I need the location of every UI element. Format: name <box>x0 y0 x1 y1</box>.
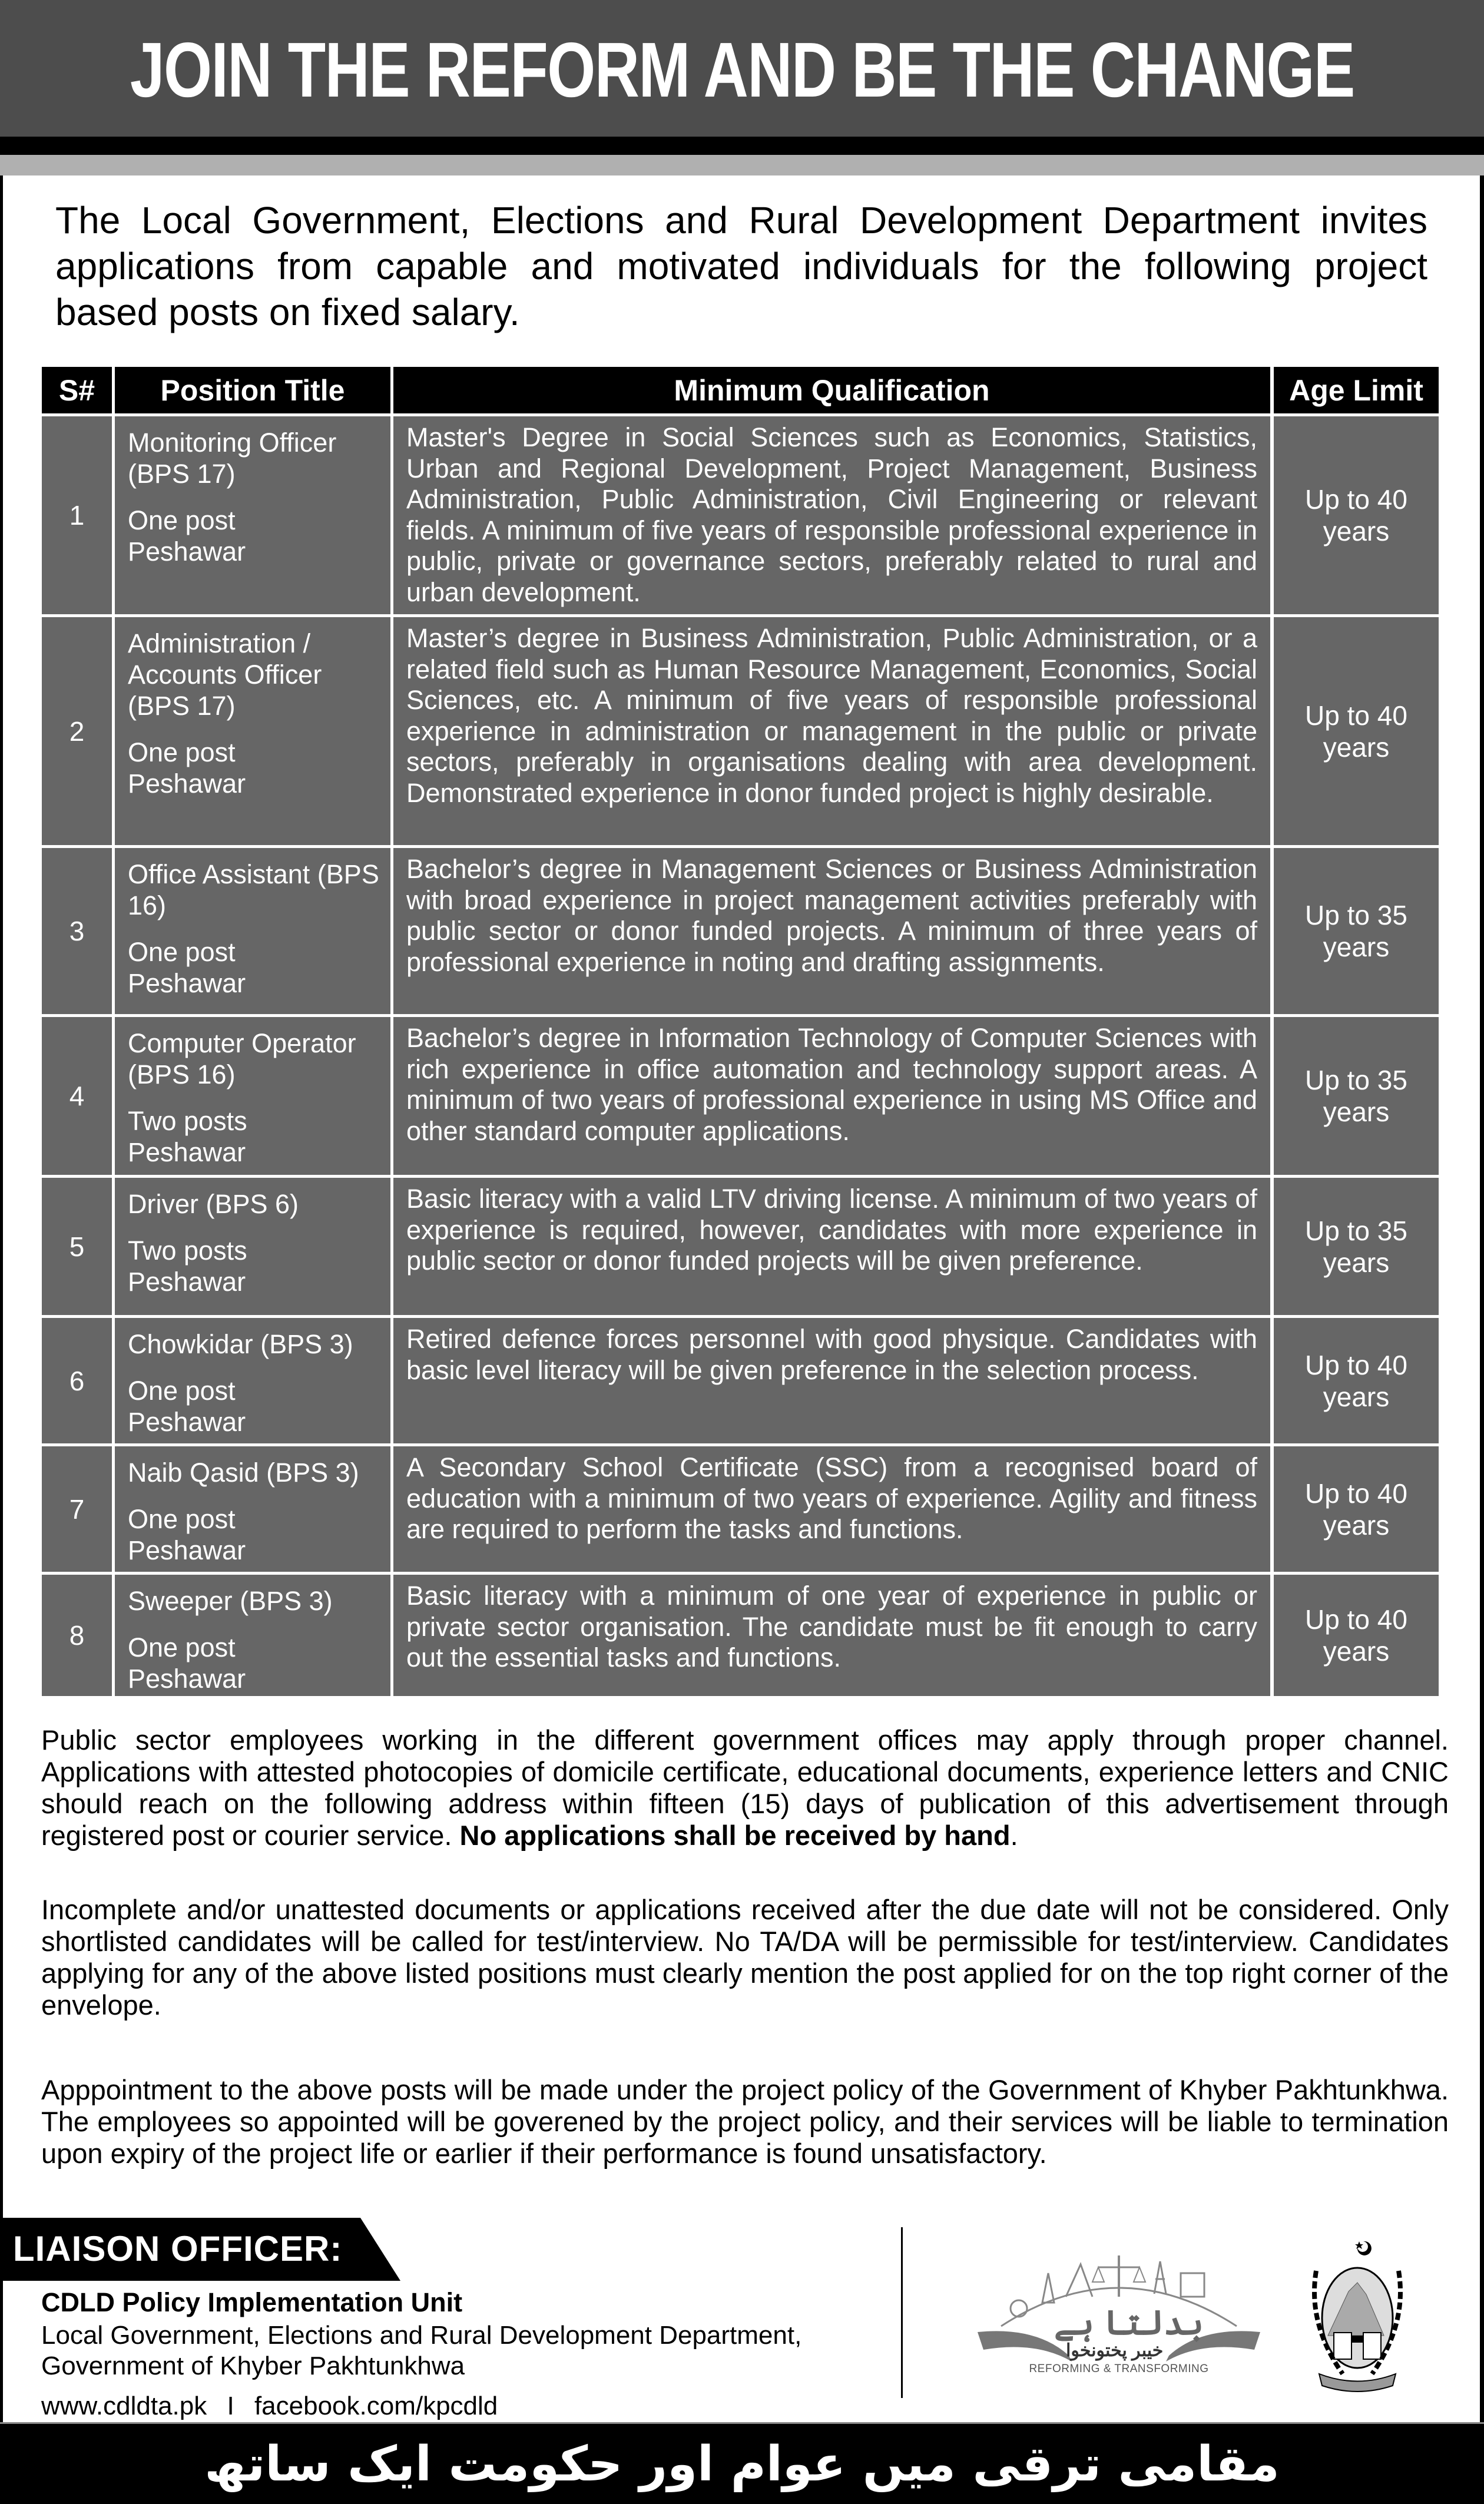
post-location: Peshawar <box>128 1664 246 1694</box>
column-header-qualification: Minimum Qualification <box>393 367 1270 413</box>
notes-appointment: Apppointment to the above posts will be made under the project policy of the Government of Khyber Pakhtunkhwa. The employees so appointed will be goverened by the project policy, and their services will be liable to termination upon expiry of the project life or earlier if their performance is found unsatisfactory. <box>41 2074 1449 2169</box>
notes-eligibility: Incomplete and/or unattested documents or applications received after the due date will not be considered. Only shortlisted candidates will be called for test/interview. No TA/DA will be permissible for test/interview. Candidates applying for any of the above listed positions must clearly mention the post applied for on the top right corner of the envelope. <box>41 1894 1449 2021</box>
row-qualification: Retired defence forces personnel with good physique. Candidates with basic level literacy will be given preference in the selection process. <box>393 1318 1270 1443</box>
post-count: One post <box>128 505 236 535</box>
reform-caption: REFORMING & TRANSFORMING <box>1029 2363 1209 2375</box>
table-row <box>42 848 1439 1014</box>
page-border-right <box>1480 175 1484 2424</box>
post-count: One post <box>128 1376 236 1406</box>
position-title: Sweeper (BPS 3) <box>128 1586 333 1616</box>
liaison-government: Government of Khyber Pakhtunkhwa <box>41 2351 465 2380</box>
post-location: Peshawar <box>128 1535 246 1565</box>
notes-no-hand-delivery: No applications shall be received by hand <box>459 1820 1011 1851</box>
vertical-divider <box>901 2227 903 2398</box>
post-count: Two posts <box>128 1236 247 1266</box>
row-qualification: Master's Degree in Social Sciences such as Economics, Statistics, Urban and Regional Development, Project Management, Business Administration, Public Administration, Civil Engineering or relevant fields. A minimum of five years of responsible professional experience in public, private or governance sectors, preferably related to rural and urban development. <box>393 416 1270 614</box>
liaison-heading: LIAISON OFFICER: <box>13 2229 343 2268</box>
notes-period: . <box>1010 1820 1018 1851</box>
footer-slogan: مقامی ترقی میں عوام اور حکومت ایک ساتھ <box>204 2436 1280 2492</box>
row-age-limit: Up to 35 years <box>1274 848 1439 1014</box>
table-row <box>42 1178 1439 1315</box>
row-serial: 4 <box>42 1017 112 1175</box>
post-location: Peshawar <box>128 1407 246 1437</box>
row-serial: 8 <box>42 1575 112 1696</box>
row-serial: 3 <box>42 848 112 1014</box>
liaison-unit: CDLD Policy Implementation Unit <box>41 2287 463 2317</box>
column-header-position: Position Title <box>115 367 390 413</box>
row-qualification: Bachelor’s degree in Information Technology of Computer Sciences with rich experience in office automation and technology support areas. A minimum of two years of professional experience in using MS Office and other standard computer applications. <box>393 1017 1270 1175</box>
post-count: One post <box>128 1632 236 1662</box>
row-age-limit: Up to 35 years <box>1274 1178 1439 1315</box>
table-row <box>42 1446 1439 1572</box>
post-location: Peshawar <box>128 1137 246 1167</box>
footer-band <box>0 2424 1484 2504</box>
row-age-limit: Up to 35 years <box>1274 1017 1439 1175</box>
row-position <box>115 416 390 614</box>
liaison-department: Local Government, Elections and Rural Development Department, <box>41 2321 802 2350</box>
emblem-icon <box>1307 2235 1407 2394</box>
position-title: Administration / Accounts Officer (BPS 17) <box>128 628 322 721</box>
row-qualification: Master’s degree in Business Administration, Public Administration, or a related field such as Human Resource Management, Economics, Social Sciences, etc. A minimum of five years of responsible professional experience in administration or management in the public or private sectors, preferably in organisations dealing with area development. Demonstrated experience in donor funded project is highly desirable. <box>393 617 1270 845</box>
intro-paragraph: The Local Government, Elections and Rural Development Department invites applications from capable and motivated individuals for the following project based posts on fixed salary. <box>55 199 1427 333</box>
divider-band-grey <box>0 155 1484 175</box>
row-position <box>115 617 390 845</box>
row-age-limit: Up to 40 years <box>1274 416 1439 614</box>
post-location: Peshawar <box>128 769 246 799</box>
table-row <box>42 1575 1439 1696</box>
post-count: One post <box>128 737 236 767</box>
divider-band-black <box>0 137 1484 155</box>
row-position <box>115 1446 390 1572</box>
row-qualification: A Secondary School Certificate (SSC) from a recognised board of education with a minimum of two years of experience. Agility and fitness are required to perform the tasks and functions. <box>393 1446 1270 1572</box>
title-banner <box>0 0 1484 137</box>
website-link[interactable]: www.cdldta.pk <box>41 2392 207 2420</box>
row-serial: 5 <box>42 1178 112 1315</box>
notes-submission-text: Public sector employees working in the different government offices may apply through proper channel. Applications with attested photocopies of domicile certificate, educational documents, experience letters and CNIC should reach on the following address within fifteen (15) days of publication of this advertisement through registered post or courier service. <box>41 1724 1449 1851</box>
row-age-limit: Up to 40 years <box>1274 617 1439 845</box>
link-separator: I <box>227 2392 234 2420</box>
page-title: JOIN THE REFORM AND BE THE CHANGE <box>130 26 1354 113</box>
post-count: One post <box>128 937 236 967</box>
row-position <box>115 848 390 1014</box>
row-serial: 1 <box>42 416 112 614</box>
row-qualification: Bachelor’s degree in Management Sciences or Business Administration with broad experience in project management activities preferably with public sector or donor funded projects. A minimum of three years of professional experience in noting and drafting assignments. <box>393 848 1270 1014</box>
reform-urdu-title: بدلتا ہے <box>1054 2304 1204 2342</box>
table-row <box>42 416 1439 614</box>
position-title: Chowkidar (BPS 3) <box>128 1329 353 1359</box>
post-location: Peshawar <box>128 968 246 998</box>
facebook-link[interactable]: facebook.com/kpcdld <box>254 2392 498 2420</box>
post-count: One post <box>128 1504 236 1534</box>
row-qualification: Basic literacy with a minimum of one year of experience in public or private sector organisation. The candidate must be fit enough to carry out the essential tasks and functions. <box>393 1575 1270 1696</box>
post-location: Peshawar <box>128 536 246 567</box>
reforming-transforming-logo <box>966 2238 1272 2385</box>
position-title: Driver (BPS 6) <box>128 1189 299 1219</box>
post-location: Peshawar <box>128 1267 246 1297</box>
row-age-limit: Up to 40 years <box>1274 1446 1439 1572</box>
position-title: Office Assistant (BPS 16) <box>128 859 379 920</box>
kp-government-emblem <box>1307 2235 1407 2394</box>
row-position <box>115 1178 390 1315</box>
notes-submission <box>41 1724 1449 1851</box>
position-title: Naib Qasid (BPS 3) <box>128 1458 359 1488</box>
reform-urdu-subtitle: خیبر پختونخوا <box>1066 2341 1164 2360</box>
row-age-limit: Up to 40 years <box>1274 1318 1439 1443</box>
row-position <box>115 1575 390 1696</box>
row-age-limit: Up to 40 years <box>1274 1575 1439 1696</box>
post-count: Two posts <box>128 1106 247 1136</box>
row-serial: 6 <box>42 1318 112 1443</box>
column-header-age: Age Limit <box>1274 367 1439 413</box>
table-header-row <box>42 367 1439 413</box>
column-header-sn: S# <box>42 367 112 413</box>
position-title: Computer Operator (BPS 16) <box>128 1028 356 1089</box>
table-row <box>42 1318 1439 1443</box>
table-row <box>42 1017 1439 1175</box>
row-position <box>115 1318 390 1443</box>
row-qualification: Basic literacy with a valid LTV driving license. A minimum of two years of experience is required, however, candidates with more experience in public sector or donor funded projects will be given preference. <box>393 1178 1270 1315</box>
row-serial: 2 <box>42 617 112 845</box>
row-serial: 7 <box>42 1446 112 1572</box>
liaison-contact <box>41 2285 877 2422</box>
position-title: Monitoring Officer (BPS 17) <box>128 428 337 489</box>
liaison-links <box>41 2391 877 2422</box>
page-border-left <box>0 175 3 2424</box>
table-row <box>42 617 1439 845</box>
row-position <box>115 1017 390 1175</box>
